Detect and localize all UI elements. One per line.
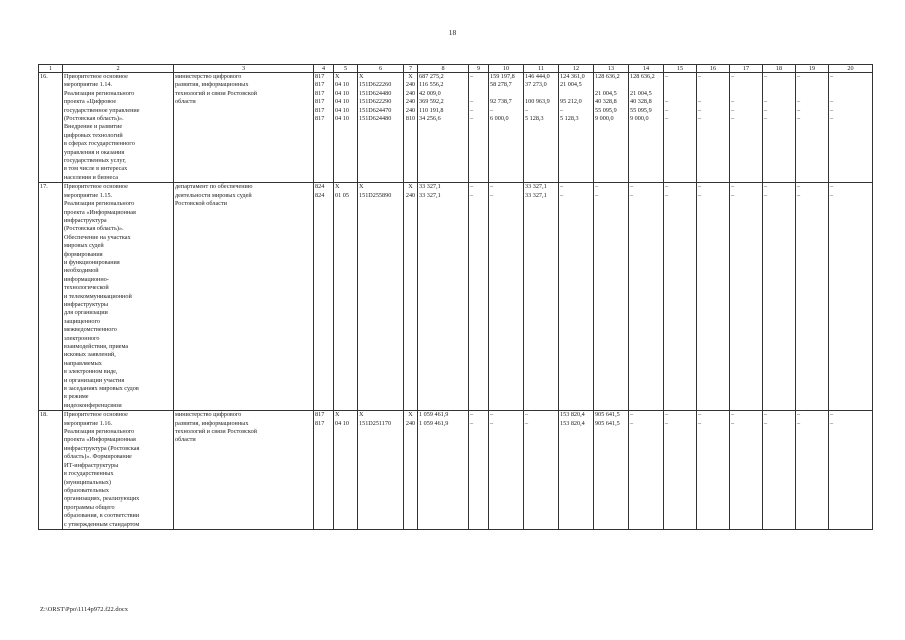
value-line: Х — [408, 73, 413, 80]
value-cell — [594, 411, 629, 530]
measure-name: Приоритетное основное мероприятие 1.15. Реализация регионального проекта «Информационная инфраструктура (Ростовская область)». Обеспечение на участках мировых судей формирования и функционирования необходимой информационно- технологической и телекоммуникационной инфраструктуры для организации защищенного межведомственного электронного взаимодействия, приема исковых заявлений, направляемых в электронном виде, и организации участия в заседаниях мировых судов в режиме видеоконференцсвязи — [63, 183, 174, 411]
value-cell — [418, 411, 469, 530]
value-cell — [559, 411, 594, 530]
value-line: – — [490, 183, 494, 191]
value-line: 151D622290 — [359, 98, 392, 106]
value-line: 151D624470 — [359, 106, 392, 114]
table-row — [39, 183, 873, 411]
value-line: Х — [408, 183, 413, 191]
value-line: – — [665, 411, 669, 419]
value-line: 42 009,0 — [419, 89, 441, 97]
value-cell — [334, 73, 358, 183]
value-line: Х — [335, 183, 340, 191]
value-cell — [358, 183, 404, 411]
value-line: 40 328,8 — [630, 98, 652, 106]
header-cell: 9 — [469, 65, 489, 73]
value-line: Х — [408, 411, 413, 419]
header-cell: 5 — [334, 65, 358, 73]
value-cell — [664, 411, 697, 530]
value-cell — [404, 411, 418, 530]
value-line: 95 212,0 — [560, 98, 582, 106]
value-line: 151D255890 — [359, 191, 392, 199]
value-cell — [796, 73, 829, 183]
header-cell: 13 — [594, 65, 629, 73]
value-line: 153 820,4 — [560, 419, 585, 427]
value-line: – — [764, 411, 768, 419]
value-line: 58 278,7 — [490, 81, 512, 89]
value-cell — [559, 183, 594, 411]
value-cell — [697, 411, 730, 530]
value-line: – — [560, 106, 564, 114]
value-line: – — [797, 191, 801, 199]
value-line: – — [797, 419, 801, 427]
value-line: – — [525, 106, 529, 114]
value-line: 9 000,0 — [595, 114, 614, 122]
value-cell — [418, 73, 469, 183]
value-line — [630, 81, 662, 89]
value-cell — [829, 73, 873, 183]
value-line: – — [630, 191, 634, 199]
value-line: – — [490, 419, 494, 427]
header-cell: 15 — [664, 65, 697, 73]
page-number: 18 — [448, 28, 457, 37]
value-line: – — [470, 419, 474, 427]
value-cell — [314, 411, 334, 530]
value-line: – — [731, 98, 735, 106]
value-line: – — [731, 106, 735, 114]
value-line: 151D622260 — [359, 81, 392, 89]
value-line: 128 636,2 — [595, 73, 620, 80]
value-line: – — [764, 183, 768, 191]
value-line: 817 — [315, 411, 325, 419]
value-line: 110 191,8 — [419, 106, 444, 114]
value-line: – — [470, 183, 474, 191]
value-line: – — [665, 73, 669, 80]
value-line: – — [797, 73, 801, 80]
value-line — [525, 90, 557, 98]
value-line: – — [525, 411, 529, 419]
value-line: 33 327,1 — [525, 183, 547, 191]
header-row — [39, 65, 873, 73]
value-line — [731, 81, 761, 89]
value-cell — [594, 183, 629, 411]
value-cell — [594, 73, 629, 183]
value-line: – — [595, 191, 599, 199]
header-cell: 2 — [63, 65, 174, 73]
value-line: 817 — [315, 81, 325, 89]
value-line: – — [630, 419, 634, 427]
value-line: 905 641,5 — [595, 411, 620, 419]
footer-file-path: Z:\ORST\Ppo\1114p972.f22.docx — [40, 606, 128, 613]
value-line: 240 — [405, 98, 416, 106]
value-cell — [629, 411, 664, 530]
value-cell — [796, 411, 829, 530]
value-line: – — [830, 98, 834, 106]
value-cell — [489, 73, 524, 183]
value-cell — [314, 73, 334, 183]
value-line — [665, 81, 695, 89]
executor: департамент по обеспечению деятельности мировых судей Ростовской области — [174, 183, 314, 411]
value-cell — [469, 183, 489, 411]
value-line: – — [698, 73, 702, 80]
header-cell: 4 — [314, 65, 334, 73]
value-line: – — [764, 419, 768, 427]
value-line: 817 — [315, 106, 325, 114]
value-line: – — [470, 114, 474, 122]
value-line — [764, 81, 794, 89]
value-line: 116 556,2 — [419, 81, 444, 89]
value-line: 04 10 — [335, 106, 349, 114]
value-line: – — [764, 73, 768, 80]
value-line: – — [665, 191, 669, 199]
value-line: – — [698, 114, 702, 122]
value-cell — [418, 183, 469, 411]
value-line: 817 — [315, 89, 325, 97]
value-line: – — [665, 98, 669, 106]
table-row — [39, 73, 873, 183]
value-line: 124 361,0 — [560, 73, 585, 80]
value-line: – — [731, 73, 735, 80]
value-line — [731, 90, 761, 98]
value-cell — [524, 73, 559, 183]
value-line — [797, 81, 827, 89]
value-line: 21 004,5 — [630, 89, 652, 97]
value-line: Х — [359, 183, 364, 191]
value-line: 04 10 — [335, 98, 349, 106]
value-line: 9 000,0 — [630, 114, 649, 122]
value-line: 240 — [405, 191, 416, 199]
header-cell: 12 — [559, 65, 594, 73]
value-line: 153 820,4 — [560, 411, 585, 419]
value-line: 33 327,1 — [419, 183, 441, 191]
table-row — [39, 411, 873, 530]
value-line: – — [698, 183, 702, 191]
value-cell — [829, 411, 873, 530]
value-line: – — [560, 183, 564, 191]
value-line: 100 963,9 — [525, 98, 550, 106]
value-line: – — [665, 419, 669, 427]
value-line: 817 — [315, 73, 325, 80]
value-line: – — [560, 191, 564, 199]
header-cell: 11 — [524, 65, 559, 73]
value-line: – — [470, 106, 474, 114]
header-cell: 10 — [489, 65, 524, 73]
value-line: – — [731, 191, 735, 199]
header-cell: 7 — [404, 65, 418, 73]
header-cell: 16 — [697, 65, 730, 73]
value-line: 240 — [405, 81, 416, 89]
value-line: 240 — [405, 106, 416, 114]
value-cell — [763, 183, 796, 411]
value-cell — [334, 411, 358, 530]
row-number: 16. — [39, 73, 63, 183]
value-line: – — [665, 114, 669, 122]
value-line: – — [830, 114, 834, 122]
value-line: – — [731, 114, 735, 122]
value-line: – — [764, 114, 768, 122]
value-cell — [629, 73, 664, 183]
value-cell — [358, 411, 404, 530]
value-line — [830, 90, 871, 98]
value-line: Х — [359, 411, 364, 419]
value-cell — [763, 411, 796, 530]
value-line: 817 — [315, 98, 325, 106]
header-cell: 1 — [39, 65, 63, 73]
value-line — [595, 81, 627, 89]
value-cell — [469, 73, 489, 183]
header-cell: 14 — [629, 65, 664, 73]
value-line — [797, 90, 827, 98]
value-line: 1 059 461,9 — [419, 419, 449, 427]
header-cell: 20 — [829, 65, 873, 73]
value-line: 92 738,7 — [490, 98, 512, 106]
value-line: – — [797, 183, 801, 191]
value-line: – — [797, 411, 801, 419]
value-line: – — [731, 183, 735, 191]
value-line: – — [470, 73, 474, 80]
value-line: – — [490, 191, 494, 199]
value-line: 369 592,2 — [419, 98, 444, 106]
value-line — [470, 81, 487, 89]
row-number: 17. — [39, 183, 63, 411]
value-cell — [730, 183, 763, 411]
header-cell: 8 — [418, 65, 469, 73]
value-line: 6 000,0 — [490, 114, 509, 122]
value-cell — [829, 183, 873, 411]
value-line: 55 095,9 — [630, 106, 652, 114]
value-line: 240 — [405, 89, 416, 97]
value-line: 824 — [315, 191, 325, 199]
value-cell — [489, 183, 524, 411]
row-number: 18. — [39, 411, 63, 530]
value-line — [698, 90, 728, 98]
value-cell — [524, 183, 559, 411]
value-cell — [404, 183, 418, 411]
value-line: 04 10 — [335, 81, 349, 89]
value-line: 905 641,5 — [595, 419, 620, 427]
value-line: 37 273,0 — [525, 81, 547, 89]
value-cell — [730, 73, 763, 183]
value-cell — [697, 183, 730, 411]
value-line: 151D624480 — [359, 89, 392, 97]
value-line: – — [525, 419, 529, 427]
value-line: – — [830, 183, 834, 191]
value-line: – — [830, 191, 834, 199]
value-line: – — [698, 106, 702, 114]
value-cell — [404, 73, 418, 183]
value-line: – — [830, 411, 834, 419]
value-cell — [796, 183, 829, 411]
value-cell — [730, 411, 763, 530]
value-cell — [664, 73, 697, 183]
value-line: – — [830, 73, 834, 80]
header-cell: 6 — [358, 65, 404, 73]
value-line: – — [698, 98, 702, 106]
value-line: 40 328,8 — [595, 98, 617, 106]
value-line: – — [490, 106, 494, 114]
value-line — [698, 81, 728, 89]
measure-name: Приоритетное основное мероприятие 1.14. Реализация регионального проекта «Цифровое государственное управление (Ростовская область)». Внедрение и развитие цифровых технологий в сферах государственного управления и оказания государственных услуг, в том числе в интересах населения и бизнеса — [63, 73, 174, 183]
value-cell — [489, 411, 524, 530]
value-line: – — [698, 419, 702, 427]
executor: министерство цифрового развития, информационных технологий и связи Ростовской области — [174, 73, 314, 183]
value-cell — [629, 183, 664, 411]
value-cell — [524, 411, 559, 530]
value-line: 151D251170 — [359, 419, 392, 427]
value-line — [560, 90, 592, 98]
value-line: 824 — [315, 183, 325, 191]
value-line: Х — [335, 73, 340, 80]
value-line: 01 05 — [335, 191, 349, 199]
header-cell: 18 — [763, 65, 796, 73]
value-line: 240 — [405, 419, 416, 427]
value-cell — [358, 73, 404, 183]
value-line: 810 — [405, 114, 416, 122]
value-line: 151D624480 — [359, 114, 392, 122]
value-line: – — [595, 183, 599, 191]
value-line: – — [665, 106, 669, 114]
value-line: – — [764, 191, 768, 199]
value-cell — [469, 411, 489, 530]
header-cell: 19 — [796, 65, 829, 73]
executor: министерство цифрового развития, информационных технологий и связи Ростовской области — [174, 411, 314, 530]
value-line: – — [490, 411, 494, 419]
value-line: – — [830, 106, 834, 114]
value-line: – — [698, 191, 702, 199]
value-line: – — [797, 106, 801, 114]
value-line: 33 327,1 — [419, 191, 441, 199]
value-line — [830, 81, 871, 89]
value-line: 159 197,8 — [490, 73, 515, 80]
value-line: – — [797, 114, 801, 122]
value-cell — [697, 73, 730, 183]
value-line: 1 059 461,9 — [419, 411, 449, 419]
value-line: 55 095,9 — [595, 106, 617, 114]
value-line: 34 256,6 — [419, 114, 441, 122]
value-line: 817 — [315, 419, 325, 427]
value-line: 5 128,3 — [560, 114, 579, 122]
value-line: – — [470, 191, 474, 199]
value-cell — [664, 183, 697, 411]
value-line — [470, 90, 487, 98]
value-line: – — [630, 183, 634, 191]
value-line: – — [665, 183, 669, 191]
budget-table — [38, 64, 873, 530]
value-cell — [314, 183, 334, 411]
value-line: – — [470, 411, 474, 419]
value-line: 04 10 — [335, 89, 349, 97]
value-line — [764, 90, 794, 98]
value-line: 687 275,2 — [419, 73, 444, 80]
header-cell: 17 — [730, 65, 763, 73]
measure-name: Приоритетное основное мероприятие 1.16. Реализация регионального проекта «Информационная инфраструктура (Ростовская область)». Формирование ИТ-инфраструктуры в государственных (муниципальных) образовательных организациях, реализующих программы общего образования, в соответствии с утвержденным стандартом — [63, 411, 174, 530]
value-line: Х — [359, 73, 364, 80]
value-line: – — [630, 411, 634, 419]
value-line: 21 004,5 — [560, 81, 582, 89]
value-line — [490, 90, 522, 98]
value-cell — [763, 73, 796, 183]
value-line: – — [731, 419, 735, 427]
value-cell — [334, 183, 358, 411]
value-line: 817 — [315, 114, 325, 122]
value-line: Х — [335, 411, 340, 419]
value-line: – — [731, 411, 735, 419]
header-cell: 3 — [174, 65, 314, 73]
value-line: 146 444,0 — [525, 73, 550, 80]
value-line: – — [797, 98, 801, 106]
value-line: 04 10 — [335, 419, 349, 427]
value-line: – — [698, 411, 702, 419]
value-cell — [559, 73, 594, 183]
value-line: 33 327,1 — [525, 191, 547, 199]
value-line: 21 004,5 — [595, 89, 617, 97]
value-line: 04 10 — [335, 114, 349, 122]
value-line: – — [830, 419, 834, 427]
value-line — [665, 90, 695, 98]
value-line: – — [764, 106, 768, 114]
value-line: – — [470, 98, 474, 106]
value-line: – — [764, 98, 768, 106]
value-line: 128 636,2 — [630, 73, 655, 80]
value-line: 5 128,3 — [525, 114, 544, 122]
